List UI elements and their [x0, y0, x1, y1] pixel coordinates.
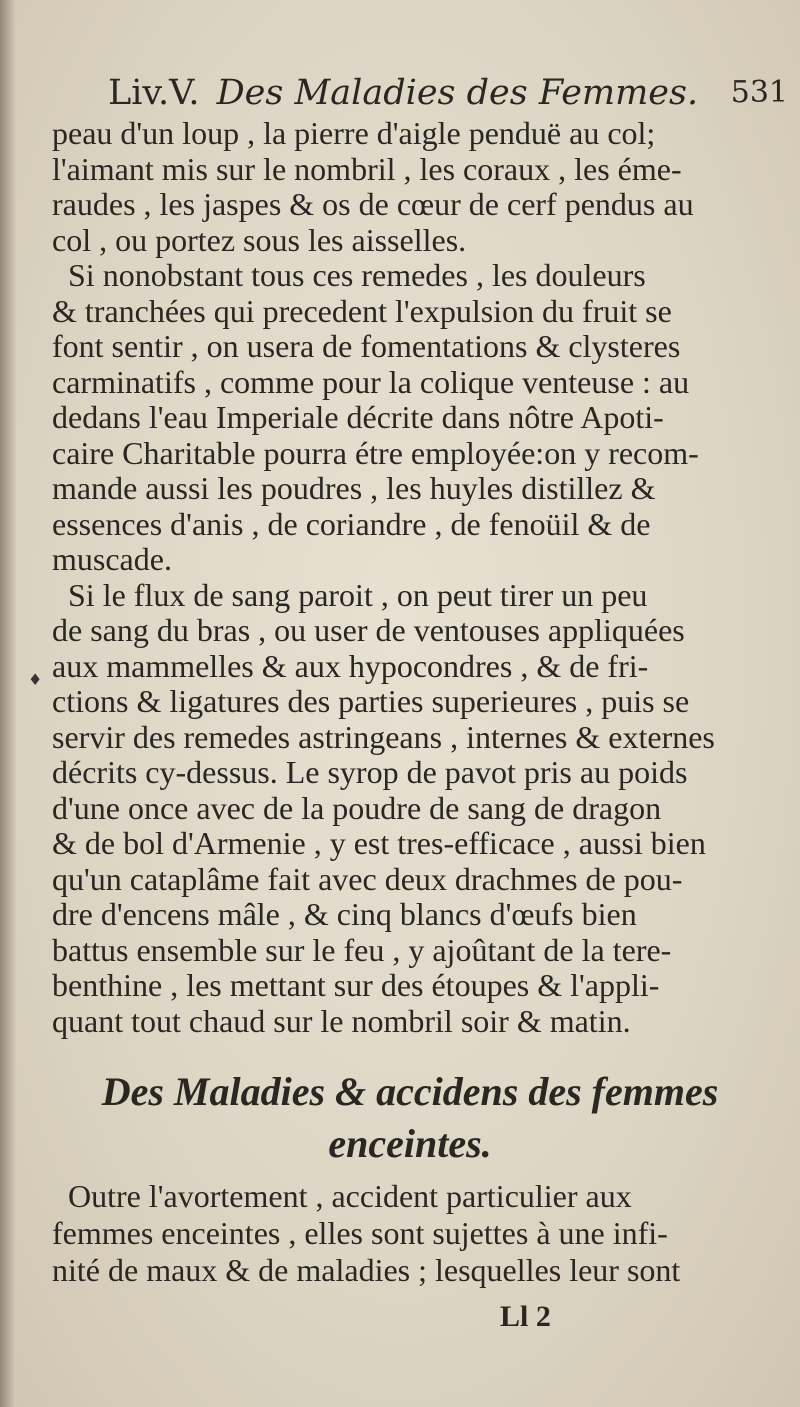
text-line: mande aussi les poudres , les huyles distillez & — [52, 471, 656, 506]
header-book-number: Liv.V. — [108, 73, 200, 113]
paragraph-3 — [52, 578, 780, 1040]
text-line: caire Charitable pourra étre employée:on y recom- — [52, 435, 699, 471]
text-line: nité de maux & de maladies ; lesquelles leur sont — [52, 1252, 681, 1288]
page-number: 531 — [730, 75, 788, 110]
text-line: Si le flux de sang paroit , on peut tirer un peu — [52, 577, 648, 613]
section-heading — [60, 1066, 760, 1170]
text-line: peau d'un loup , la pierre d'aigle penduë au col; — [52, 116, 656, 151]
text-line: d'une once avec de la poudre de sang de dragon — [52, 790, 662, 826]
text-line: Outre l'avortement , accident particulier aux — [52, 1178, 632, 1214]
signature-mark: Ll 2 — [500, 1300, 551, 1333]
text-line: de sang du bras , ou user de ventouses appliquées — [52, 613, 685, 648]
section-heading-line-1: Des Maladies & accidens des femmes — [101, 1069, 719, 1114]
page-binding-edge — [0, 0, 16, 1407]
text-line: font sentir , on usera de fomentations & clysteres — [52, 329, 681, 364]
text-line: muscade. — [52, 542, 172, 577]
header-title: Des Maladies des Femmes. — [216, 73, 699, 113]
main-text-block — [52, 116, 780, 1039]
text-line: l'aimant mis sur le nombril , les coraux , les éme- — [52, 151, 682, 187]
running-header — [108, 68, 788, 118]
text-line: raudes , les jaspes & os de cœur de cerf pendus au — [52, 187, 694, 222]
text-line: col , ou portez sous les aisselles. — [52, 222, 467, 258]
text-line: & tranchées qui precedent l'expulsion du fruit se — [52, 293, 672, 329]
text-line: femmes enceintes , elles sont sujettes à une infi- — [52, 1215, 668, 1251]
text-line: dre d'encens mâle , & cinq blancs d'œufs bien — [52, 897, 637, 932]
text-line: battus ensemble sur le feu , y ajoûtant de la tere- — [52, 932, 672, 968]
text-line: aux mammelles & aux hypocondres , & de fri- — [52, 648, 649, 684]
paragraph-1 — [52, 116, 780, 258]
text-line: & de bol d'Armenie , y est tres-efficace , aussi bien — [52, 826, 706, 861]
text-line: essences d'anis , de coriandre , de fenoüil & de — [52, 506, 651, 542]
text-line: qu'un cataplâme fait avec deux drachmes de pou- — [52, 861, 683, 897]
text-line: carminatifs , comme pour la colique venteuse : au — [52, 364, 690, 400]
margin-mark-icon: ♦ — [28, 670, 43, 689]
text-line: servir des remedes astringeans , internes & externes — [52, 719, 715, 755]
section-text-block — [52, 1178, 780, 1289]
paragraph-2 — [52, 258, 780, 578]
text-line: quant tout chaud sur le nombril soir & matin. — [52, 1003, 631, 1039]
text-line: ctions & ligatures des parties superieures , puis se — [52, 684, 690, 719]
text-line: Si nonobstant tous ces remedes , les douleurs — [52, 258, 646, 293]
text-line: benthine , les mettant sur des étoupes & l'appli- — [52, 968, 660, 1003]
text-line: décrits cy-dessus. Le syrop de pavot pris au poids — [52, 755, 688, 790]
text-line: dedans l'eau Imperiale décrite dans nôtre Apoti- — [52, 400, 664, 435]
section-heading-line-2: enceintes. — [328, 1121, 492, 1166]
